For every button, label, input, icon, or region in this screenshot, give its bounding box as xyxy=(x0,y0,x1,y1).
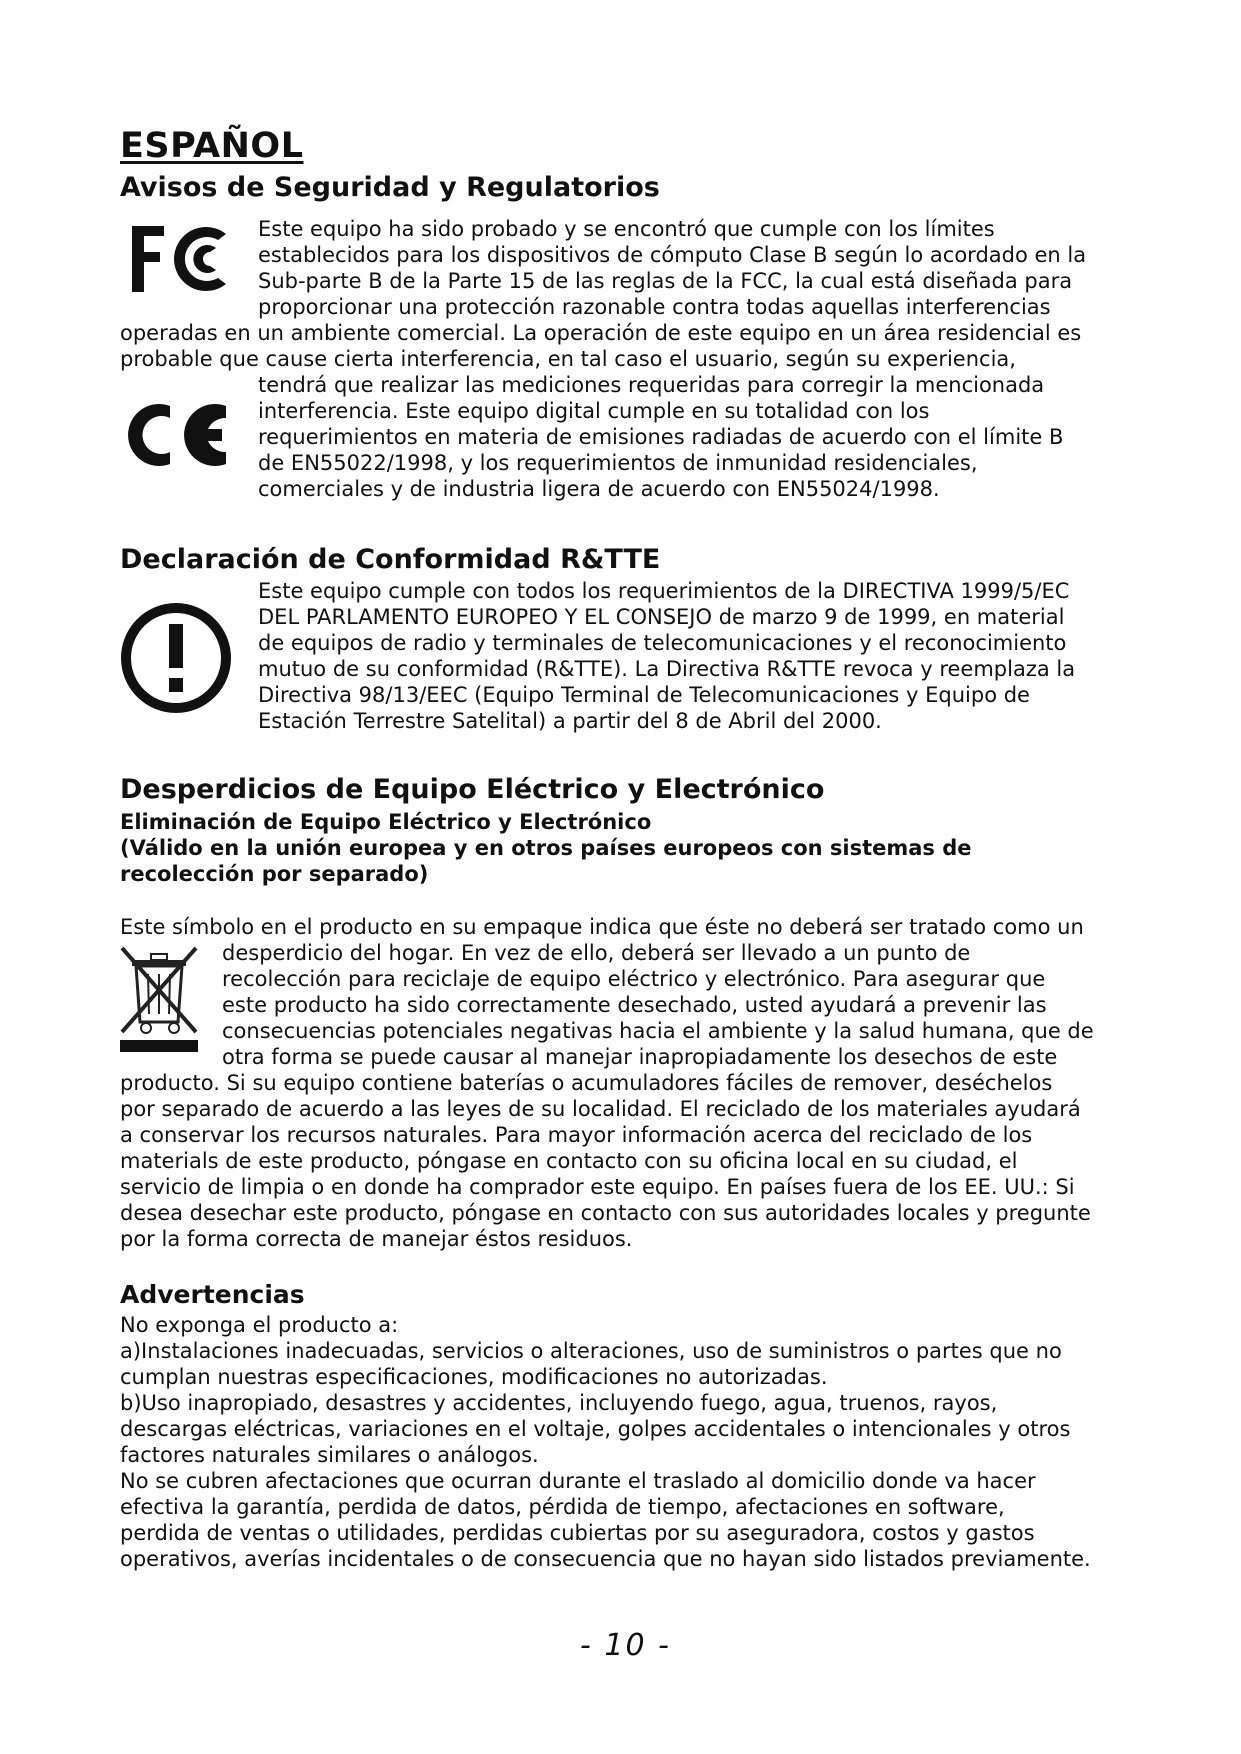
paragraph-line: Estación Terrestre Satelital) a partir del 8 de Abril del 2000. xyxy=(258,709,882,733)
language-heading: ESPAÑOL xyxy=(120,126,304,166)
weee-bin-icon xyxy=(118,944,200,1054)
paragraph-line: Este equipo ha sido probado y se encontró que cumple con los límites xyxy=(258,217,995,241)
paragraph-line: tendrá que realizar las mediciones requeridas para corregir la mencionada xyxy=(258,373,1045,397)
paragraph-line: b)Uso inapropiado, desastres y accidentes, incluyendo fuego, agua, truenos, rayos, xyxy=(120,1391,998,1415)
ce-mark-icon xyxy=(122,398,232,472)
paragraph-line: por separado de acuerdo a las leyes de su localidad. El reciclado de los materiales ayudará xyxy=(120,1097,1081,1121)
paragraph-line: Este equipo cumple con todos los requerimientos de la DIRECTIVA 1999/5/EC xyxy=(258,579,1070,603)
paragraph-line: mutuo de su conformidad (R&TTE). La Directiva R&TTE revoca y reemplaza la xyxy=(258,657,1076,681)
paragraph-line: Sub-parte B de la Parte 15 de las reglas de la FCC, la cual está diseñada para xyxy=(258,269,1073,293)
paragraph-line: probable que cause cierta interferencia, en tal caso el usuario, según su experiencia, xyxy=(120,347,1016,371)
subheading-line: recolección por separado) xyxy=(120,862,429,886)
paragraph-line: cumplan nuestras especificaciones, modificaciones no autorizadas. xyxy=(120,1365,828,1389)
paragraph-line: materials de este producto, póngase en contacto con su oficina local en su ciudad, el xyxy=(120,1149,1018,1173)
paragraph-line: requerimientos en materia de emisiones radiadas de acuerdo con el límite B xyxy=(258,425,1064,449)
paragraph-line: No se cubren afectaciones que ocurran durante el traslado al domicilio donde va hacer xyxy=(120,1469,1036,1493)
fcc-logo-icon xyxy=(126,222,236,296)
paragraph-line: factores naturales similares o análogos. xyxy=(120,1443,539,1467)
subheading-line: Eliminación de Equipo Eléctrico y Electrónico xyxy=(120,810,652,834)
paragraph-line: a conservar los recursos naturales. Para mayor información acerca del reciclado de los xyxy=(120,1123,1033,1147)
paragraph-line: recolección para reciclaje de equipo eléctrico y electrónico. Para asegurar que xyxy=(222,967,1046,991)
paragraph-line: este producto ha sido correctamente desechado, usted ayudará a prevenir las xyxy=(222,993,1047,1017)
paragraph-line: operadas en un ambiente comercial. La operación de este equipo en un área residencial es xyxy=(120,321,1082,345)
paragraph-line: de EN55022/1998, y los requerimientos de inmunidad residenciales, xyxy=(258,451,978,475)
paragraph-line: Directiva 98/13/EEC (Equipo Terminal de Telecomunicaciones y Equipo de xyxy=(258,683,1030,707)
section-heading-warnings: Advertencias xyxy=(120,1280,305,1309)
paragraph-line: efectiva la garantía, perdida de datos, pérdida de tiempo, afectaciones en software, xyxy=(120,1495,1005,1519)
paragraph-line: perdida de ventas o utilidades, perdidas cubiertas por su aseguradora, costos y gastos xyxy=(120,1521,1035,1545)
paragraph-line: a)Instalaciones inadecuadas, servicios o alteraciones, uso de suministros o partes que no xyxy=(120,1339,1062,1363)
paragraph-line: por la forma correcta de manejar éstos residuos. xyxy=(120,1227,633,1251)
paragraph-line: producto. Si su equipo contiene baterías o acumuladores fáciles de remover, deséchelos xyxy=(120,1071,1053,1095)
paragraph-line: proporcionar una protección razonable contra todas aquellas interferencias xyxy=(258,295,1051,319)
paragraph-line: servicio de limpia o en donde ha comprador este equipo. En países fuera de los EE. UU.: Si xyxy=(120,1175,1075,1199)
alert-class2-icon xyxy=(118,600,234,716)
paragraph-line: desea desechar este producto, póngase en contacto con sus autoridades locales y pregunte xyxy=(120,1201,1091,1225)
paragraph-line: de equipos de radio y terminales de telecomunicaciones y el reconocimiento xyxy=(258,631,1067,655)
paragraph-line: Este símbolo en el producto en su empaque indica que éste no deberá ser tratado como un xyxy=(120,915,1084,939)
subheading-line: (Válido en la unión europea y en otros países europeos con sistemas de xyxy=(120,836,972,860)
section-heading-safety: Avisos de Seguridad y Regulatorios xyxy=(120,172,660,203)
page-number: - 10 - xyxy=(580,1628,671,1663)
paragraph-line: descargas eléctricas, variaciones en el voltaje, golpes accidentales o intencionales y otros xyxy=(120,1417,1071,1441)
paragraph-line: operativos, averías incidentales o de consecuencia que no hayan sido listados previamente. xyxy=(120,1547,1091,1571)
paragraph-line: consecuencias potenciales negativas hacia el ambiente y la salud humana, que de xyxy=(222,1019,1094,1043)
paragraph-line: interferencia. Este equipo digital cumple en su totalidad con los xyxy=(258,399,930,423)
section-heading-rtte: Declaración de Conformidad R&TTE xyxy=(120,544,661,575)
paragraph-line: desperdicio del hogar. En vez de ello, deberá ser llevado a un punto de xyxy=(222,941,971,965)
paragraph-line: comerciales y de industria ligera de acuerdo con EN55024/1998. xyxy=(258,477,940,501)
paragraph-line: establecidos para los dispositivos de cómputo Clase B según lo acordado en la xyxy=(258,243,1087,267)
paragraph-line: otra forma se puede causar al manejar inapropiadamente los desechos de este xyxy=(222,1045,1058,1069)
section-heading-weee: Desperdicios de Equipo Eléctrico y Electrónico xyxy=(120,774,825,805)
paragraph-line: No exponga el producto a: xyxy=(120,1313,399,1337)
paragraph-line: DEL PARLAMENTO EUROPEO Y EL CONSEJO de marzo 9 de 1999, en material xyxy=(258,605,1065,629)
